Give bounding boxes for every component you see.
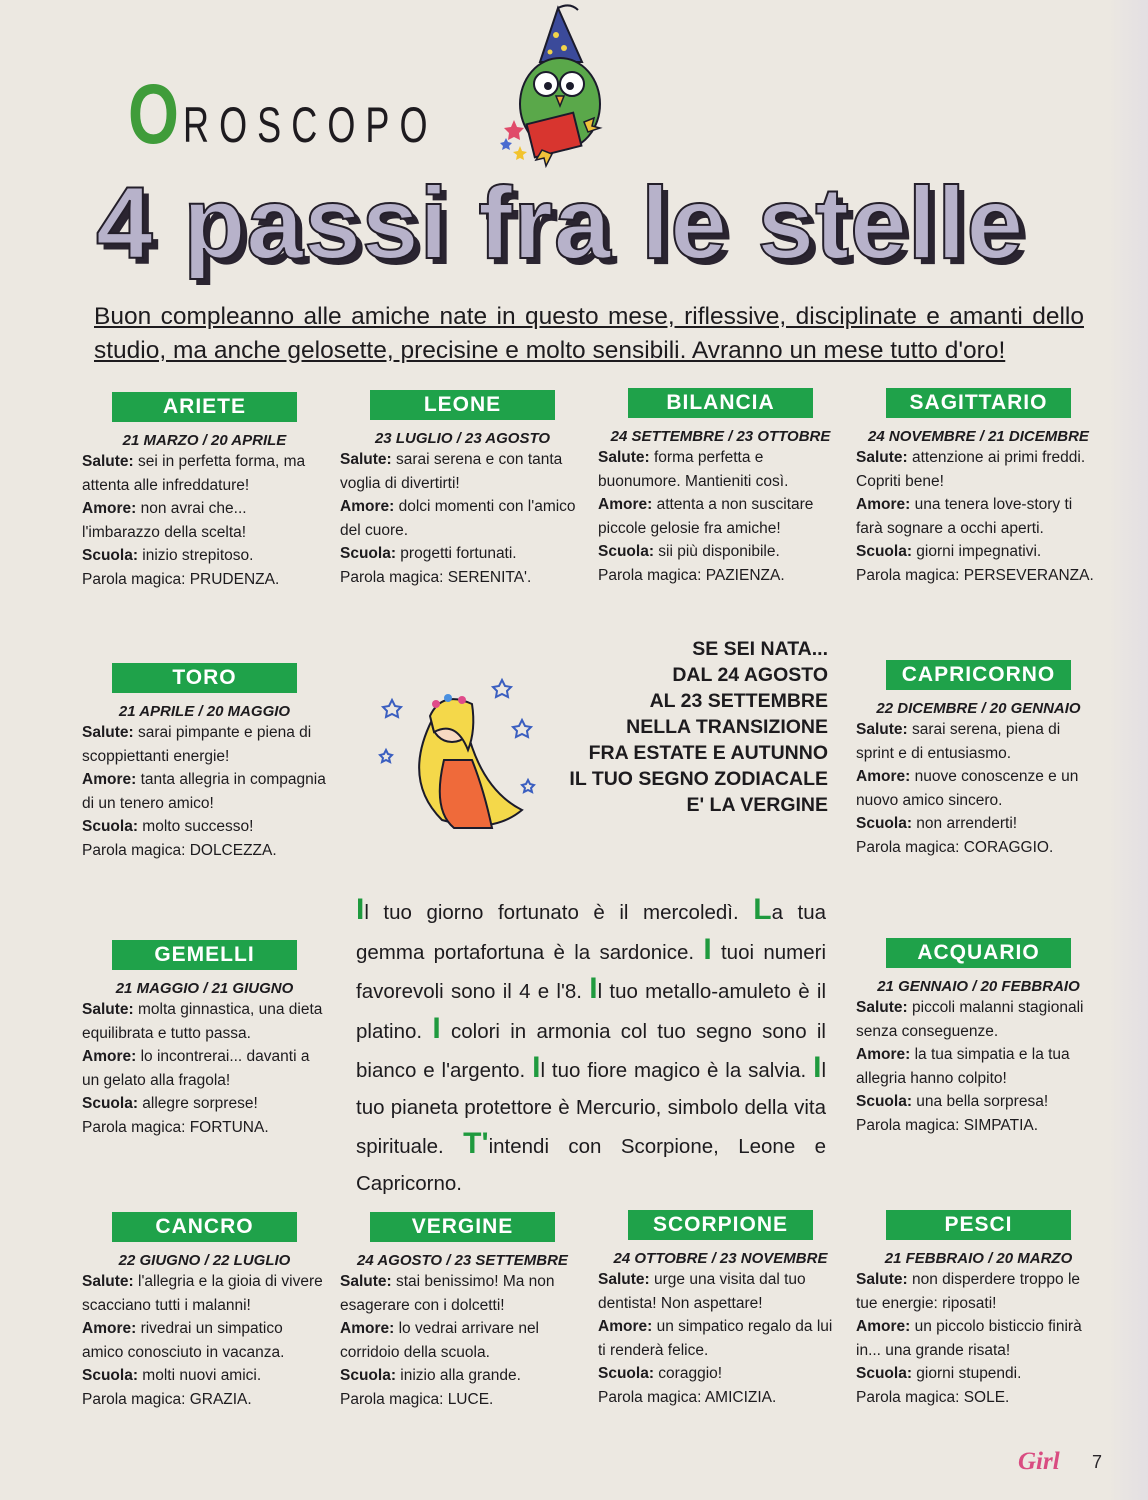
sign-dates: 22 GIUGNO / 22 LUGLIO (118, 1252, 291, 1269)
sign-cancro (82, 1212, 327, 1411)
sign-health (340, 1270, 585, 1317)
school-text: molto successo! (142, 818, 254, 835)
sign-love (856, 1315, 1101, 1362)
rubric-initial: O (128, 67, 179, 161)
sign-dates: 24 OTTOBRE / 23 NOVEMBRE (613, 1250, 828, 1267)
love-label: Amore: (598, 496, 653, 513)
health-text: urge una visita dal tuo dentista! Non aspettare! (598, 1271, 806, 1312)
sign-love (340, 495, 585, 542)
sign-dates: 21 FEBBRAIO / 20 MARZO (884, 1250, 1073, 1267)
drop-letter: L (753, 893, 772, 926)
virgo-fairy-icon (372, 660, 552, 840)
sign-magic-word: Parola magica: PRUDENZA. (82, 570, 280, 588)
sign-health (856, 446, 1101, 493)
sign-magic-word: Parola magica: DOLCEZZA. (82, 841, 277, 859)
love-text: un simpatico regalo da lui ti renderà felice. (598, 1318, 833, 1359)
sign-love (82, 497, 327, 544)
sign-school (82, 544, 327, 568)
love-label: Amore: (82, 500, 137, 517)
sign-bilancia (598, 388, 843, 587)
sign-magic-word: Parola magica: GRAZIA. (82, 1390, 252, 1408)
feature-sentence: colori in armonia col tuo segno sono il bianco e l'argento. (356, 1019, 826, 1082)
school-label: Scuola: (82, 1367, 138, 1384)
sign-magic-word: Parola magica: PERSEVERANZA. (856, 566, 1094, 584)
sign-school (856, 540, 1101, 564)
drop-letter: I (813, 1051, 822, 1084)
health-label: Salute: (856, 999, 908, 1016)
school-text: sii più disponibile. (658, 543, 780, 560)
school-label: Scuola: (82, 1095, 138, 1112)
sign-dates: 24 NOVEMBRE / 21 DICEMBRE (868, 428, 1089, 445)
sign-sagittario (856, 388, 1101, 587)
sign-love (82, 1045, 327, 1092)
sign-health (856, 1268, 1101, 1315)
school-text: allegre sorprese! (142, 1095, 258, 1112)
sign-health (82, 998, 327, 1045)
sign-toro (82, 663, 327, 862)
feature-sentence: l tuo pianeta protettore è Mercurio, simbolo della vita spirituale. (356, 1059, 826, 1158)
school-label: Scuola: (856, 1093, 912, 1110)
love-text: dolci momenti con l'amico del cuore. (340, 498, 576, 539)
sign-magic-word: Parola magica: FORTUNA. (82, 1118, 269, 1136)
school-text: inizio strepitoso. (142, 547, 254, 564)
school-text: non arrenderti! (916, 815, 1018, 832)
sign-love (856, 493, 1101, 540)
health-text: attenzione ai primi freddi. Copriti bene! (856, 449, 1086, 490)
health-label: Salute: (856, 1271, 908, 1288)
page-number: 7 (1092, 1452, 1103, 1472)
sign-name-badge: VERGINE (370, 1212, 555, 1242)
sign-health (598, 1268, 843, 1315)
drop-letter: T' (463, 1127, 489, 1160)
love-label: Amore: (340, 498, 395, 515)
virgo-heading-line: DAL 24 AGOSTO (672, 664, 828, 686)
health-label: Salute: (340, 451, 392, 468)
sign-name-badge: SAGITTARIO (886, 388, 1071, 418)
sign-gemelli (82, 940, 327, 1139)
school-text: molti nuovi amici. (142, 1367, 262, 1384)
sign-magic-word: Parola magica: LUCE. (340, 1390, 494, 1408)
love-label: Amore: (82, 1320, 137, 1337)
health-text: non disperdere troppo le tue energie: riposati! (856, 1271, 1081, 1312)
drop-letter: I (356, 893, 365, 926)
sign-dates: 21 MAGGIO / 21 GIUGNO (115, 980, 294, 997)
school-label: Scuola: (340, 1367, 396, 1384)
school-label: Scuola: (82, 818, 138, 835)
sign-love (598, 1315, 843, 1362)
love-text: lo incontrerai... davanti a un gelato alla fragola! (82, 1048, 310, 1089)
school-label: Scuola: (856, 815, 912, 832)
virgo-heading-line: SE SEI NATA... (692, 638, 828, 660)
love-label: Amore: (82, 1048, 137, 1065)
sign-magic-word: Parola magica: PAZIENZA. (598, 566, 785, 584)
sign-love (82, 768, 327, 815)
feature-sentence: l tuo giorno fortunato è il mercoledì. (364, 901, 754, 924)
feature-sentence: a tua gemma portafortuna è la sardonice. (356, 901, 826, 964)
school-label: Scuola: (340, 545, 396, 562)
sign-school (340, 542, 585, 566)
health-text: forma perfetta e buonumore. Mantieniti così. (598, 449, 789, 490)
health-label: Salute: (82, 453, 134, 470)
sign-name-badge: GEMELLI (112, 940, 297, 970)
health-label: Salute: (598, 449, 650, 466)
love-text: lo vedrai arrivare nel corridoio della scuola. (340, 1320, 540, 1361)
love-text: non avrai che... l'imbarazzo della scelta! (82, 500, 247, 541)
sign-leone (340, 390, 585, 589)
sign-acquario (856, 938, 1101, 1137)
rubric-title (128, 67, 537, 161)
love-label: Amore: (856, 768, 911, 785)
virgo-heading-line: FRA ESTATE E AUTUNNO (588, 742, 828, 764)
sign-love (856, 1043, 1101, 1090)
wizard-owl-icon (500, 0, 610, 180)
sign-dates: 21 GENNAIO / 20 FEBBRAIO (877, 978, 1080, 995)
virgo-heading-line: E' LA VERGINE (686, 794, 828, 816)
sign-name-badge: CANCRO (112, 1212, 297, 1242)
sign-health (598, 446, 843, 493)
love-text: tanta allegria in compagnia di un tenero amico! (82, 771, 326, 812)
sign-health (856, 718, 1101, 765)
health-text: sarai serena, piena di sprint e di entusiasmo. (856, 721, 1061, 762)
love-text: rivedrai un simpatico amico conosciuto in vacanza. (82, 1320, 285, 1361)
school-text: progetti fortunati. (400, 545, 517, 562)
rubric-rest: ROSCOPO (183, 97, 438, 153)
page-edge (1108, 0, 1148, 1500)
sign-name-badge: ARIETE (112, 392, 297, 422)
feature-sentence: l tuo metallo-amuleto è il platino. (356, 980, 826, 1043)
love-text: una tenera love-story ti farà sognare a occhi aperti. (856, 496, 1073, 537)
sign-school (856, 1362, 1101, 1386)
sign-health (82, 450, 327, 497)
virgo-heading-line: AL 23 SETTEMBRE (649, 690, 828, 712)
health-text: piccoli malanni stagionali senza conseguenze. (856, 999, 1084, 1040)
drop-letter: I (589, 972, 598, 1005)
sign-name-badge: ACQUARIO (886, 938, 1071, 968)
drop-letter: I (432, 1011, 441, 1045)
drop-letter: I (703, 932, 712, 966)
school-label: Scuola: (856, 543, 912, 560)
sign-magic-word: Parola magica: SIMPATIA. (856, 1116, 1039, 1134)
health-label: Salute: (82, 724, 134, 741)
virgo-heading-line: NELLA TRANSIZIONE (626, 716, 828, 738)
sign-capricorno (856, 660, 1101, 859)
sign-school (598, 540, 843, 564)
sign-name-badge: TORO (112, 663, 297, 693)
feature-sentence: intendi con Scorpione, Leone e Capricorno. (356, 1135, 826, 1195)
sign-dates: 24 SETTEMBRE / 23 OTTOBRE (610, 428, 831, 445)
magazine-logo: Girl (1018, 1448, 1060, 1475)
sign-health (82, 1270, 327, 1317)
sign-school (856, 812, 1101, 836)
sign-school (82, 1092, 327, 1116)
virgo-heading-line: IL TUO SEGNO ZODIACALE (569, 768, 828, 790)
sign-dates: 22 DICEMBRE / 20 GENNAIO (876, 700, 1081, 717)
health-text: molta ginnastica, una dieta equilibrata e tutto passa. (82, 1001, 323, 1042)
intro-paragraph: Buon compleanno alle amiche nate in questo mese, riflessive, disciplinate e amanti dello studio, ma anche gelosette, precisine e molto sensibili. Avranno un mese tutto d'oro! (94, 303, 1084, 364)
school-label: Scuola: (82, 547, 138, 564)
sign-school (82, 1364, 327, 1388)
virgo-feature-text (356, 892, 826, 1202)
sign-dates: 23 LUGLIO / 23 AGOSTO (374, 430, 551, 447)
sign-dates: 21 MARZO / 20 APRILE (122, 432, 287, 449)
headline: 4 passi fra le stelle (96, 166, 1025, 280)
love-label: Amore: (856, 1046, 911, 1063)
sign-health (340, 448, 585, 495)
sign-name-badge: LEONE (370, 390, 555, 420)
school-label: Scuola: (598, 1365, 654, 1382)
love-label: Amore: (340, 1320, 395, 1337)
school-text: inizio alla grande. (400, 1367, 521, 1384)
sign-name-badge: SCORPIONE (628, 1210, 813, 1240)
sign-school (340, 1364, 585, 1388)
health-text: sarai pimpante e piena di scoppiettanti energie! (82, 724, 312, 765)
school-label: Scuola: (598, 543, 654, 560)
school-text: una bella sorpresa! (916, 1093, 1049, 1110)
virgo-heading (560, 636, 828, 818)
health-text: sarai serena e con tanta voglia di divertirti! (340, 451, 563, 492)
sign-health (856, 996, 1101, 1043)
sign-magic-word: Parola magica: AMICIZIA. (598, 1388, 777, 1406)
sign-magic-word: Parola magica: SOLE. (856, 1388, 1010, 1406)
health-label: Salute: (82, 1273, 134, 1290)
sign-love (340, 1317, 585, 1364)
sign-health (82, 721, 327, 768)
sign-name-badge: CAPRICORNO (886, 660, 1071, 690)
feature-sentence: tuoi numeri favorevoli sono il 4 e l'8. (356, 940, 826, 1003)
sign-pesci (856, 1210, 1101, 1409)
sign-love (598, 493, 843, 540)
health-label: Salute: (856, 449, 908, 466)
school-text: giorni stupendi. (916, 1365, 1022, 1382)
sign-dates: 21 APRILE / 20 MAGGIO (118, 703, 291, 720)
love-label: Amore: (82, 771, 137, 788)
love-text: un piccolo bisticcio finirà in... una grande risata! (856, 1318, 1082, 1359)
sign-magic-word: Parola magica: CORAGGIO. (856, 838, 1054, 856)
sign-vergine (340, 1212, 585, 1411)
sign-school (598, 1362, 843, 1386)
health-label: Salute: (598, 1271, 650, 1288)
sign-name-badge: BILANCIA (628, 388, 813, 418)
sign-school (856, 1090, 1101, 1114)
love-label: Amore: (856, 496, 911, 513)
school-text: giorni impegnativi. (916, 543, 1042, 560)
sign-magic-word: Parola magica: SERENITA'. (340, 568, 532, 586)
love-text: nuove conoscenze e un nuovo amico sincero. (856, 768, 1079, 809)
sign-school (82, 815, 327, 839)
health-label: Salute: (856, 721, 908, 738)
sign-love (856, 765, 1101, 812)
school-text: coraggio! (658, 1365, 723, 1382)
school-label: Scuola: (856, 1365, 912, 1382)
sign-ariete (82, 392, 327, 591)
health-text: l'allegria e la gioia di vivere scacciano tutti i malanni! (82, 1273, 323, 1314)
sign-dates: 24 AGOSTO / 23 SETTEMBRE (357, 1252, 568, 1269)
love-text: attenta a non suscitare piccole gelosie fra amiche! (598, 496, 814, 537)
love-label: Amore: (598, 1318, 653, 1335)
health-label: Salute: (82, 1001, 134, 1018)
health-label: Salute: (340, 1273, 392, 1290)
sign-name-badge: PESCI (886, 1210, 1071, 1240)
sign-love (82, 1317, 327, 1364)
drop-letter: I (532, 1051, 541, 1084)
health-text: stai benissimo! Ma non esagerare con i dolcetti! (340, 1273, 555, 1314)
love-text: la tua simpatia e la tua allegria hanno colpito! (856, 1046, 1070, 1087)
health-text: sei in perfetta forma, ma attenta alle infreddature! (82, 453, 306, 494)
sign-scorpione (598, 1210, 843, 1409)
love-label: Amore: (856, 1318, 911, 1335)
feature-sentence: l tuo fiore magico è la salvia. (540, 1059, 814, 1082)
